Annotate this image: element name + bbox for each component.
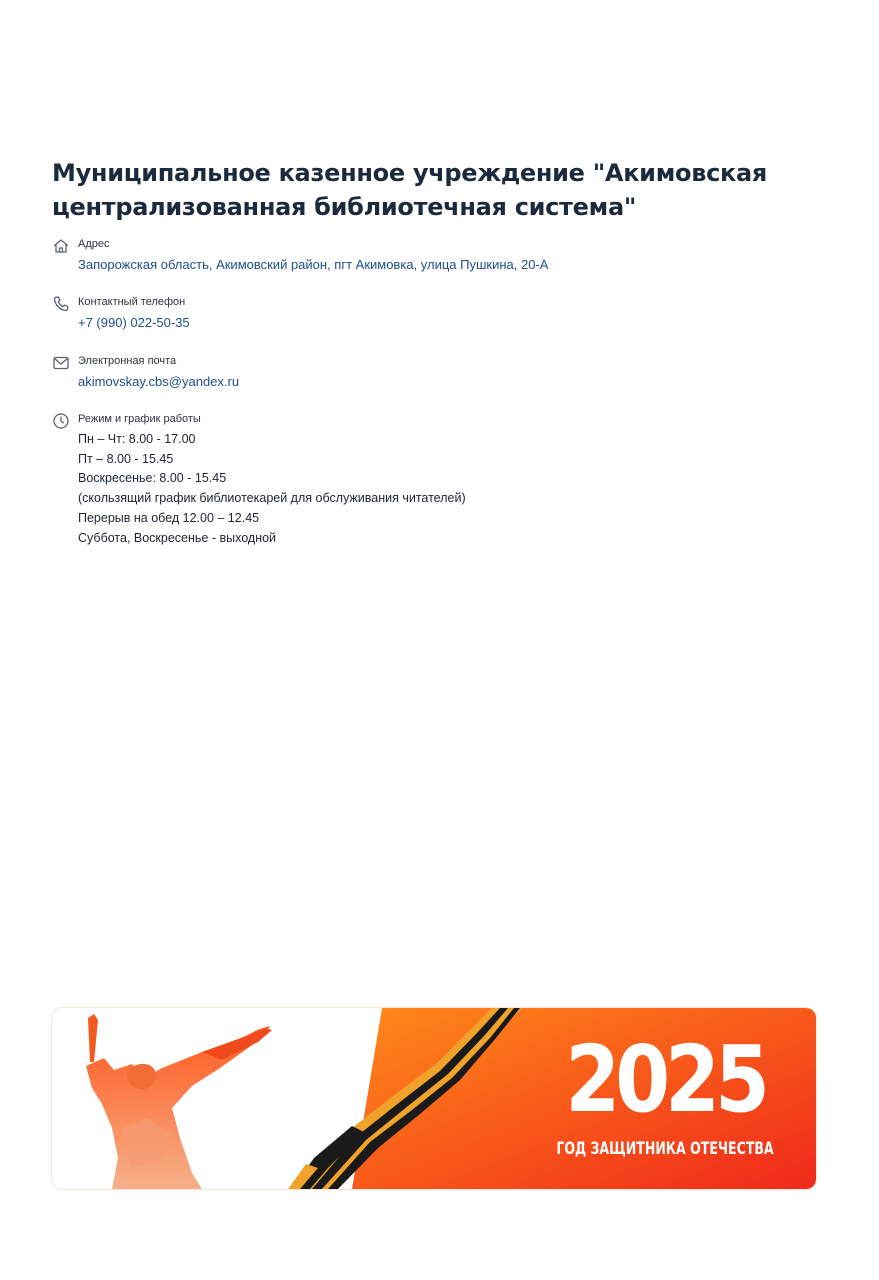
page-title: Муниципальное казенное учреждение "Акимовская централизованная библиотечная система" (52, 159, 768, 221)
phone-icon (52, 295, 70, 313)
schedule-line: Суббота, Воскресенье - выходной (78, 530, 277, 545)
schedule-line: Перерыв на обед 12.00 – 12.45 (78, 510, 260, 525)
banner-year: 2025 (565, 1026, 765, 1133)
banner-caption: ГОД ЗАЩИТНИКА ОТЕЧЕСТВА (556, 1139, 774, 1159)
schedule-line: Воскресенье: 8.00 - 15.45 (78, 471, 227, 486)
address-label: Адрес (78, 238, 110, 250)
email-link[interactable]: akimovskay.cbs@yandex.ru (78, 374, 240, 389)
phone-link[interactable]: +7 (990) 022-50-35 (78, 315, 190, 330)
clock-icon (52, 412, 70, 430)
mail-icon (52, 354, 70, 372)
year-banner[interactable] (52, 1008, 816, 1189)
schedule-list (78, 430, 738, 548)
schedule-line: (скользящий график библиотекарей для обслуживания читателей) (78, 491, 466, 506)
home-icon (52, 237, 70, 255)
email-label: Электронная почта (78, 355, 177, 367)
schedule-line: Пн – Чт: 8.00 - 17.00 (78, 432, 196, 446)
address-link[interactable]: Запорожская область, Акимовский район, пгт Акимовка, улица Пушкина, 20-А (78, 257, 549, 272)
schedule-line: Пт – 8.00 - 15.45 (78, 451, 174, 466)
phone-label: Контактный телефон (78, 296, 186, 308)
schedule-label: Режим и график работы (78, 413, 201, 425)
